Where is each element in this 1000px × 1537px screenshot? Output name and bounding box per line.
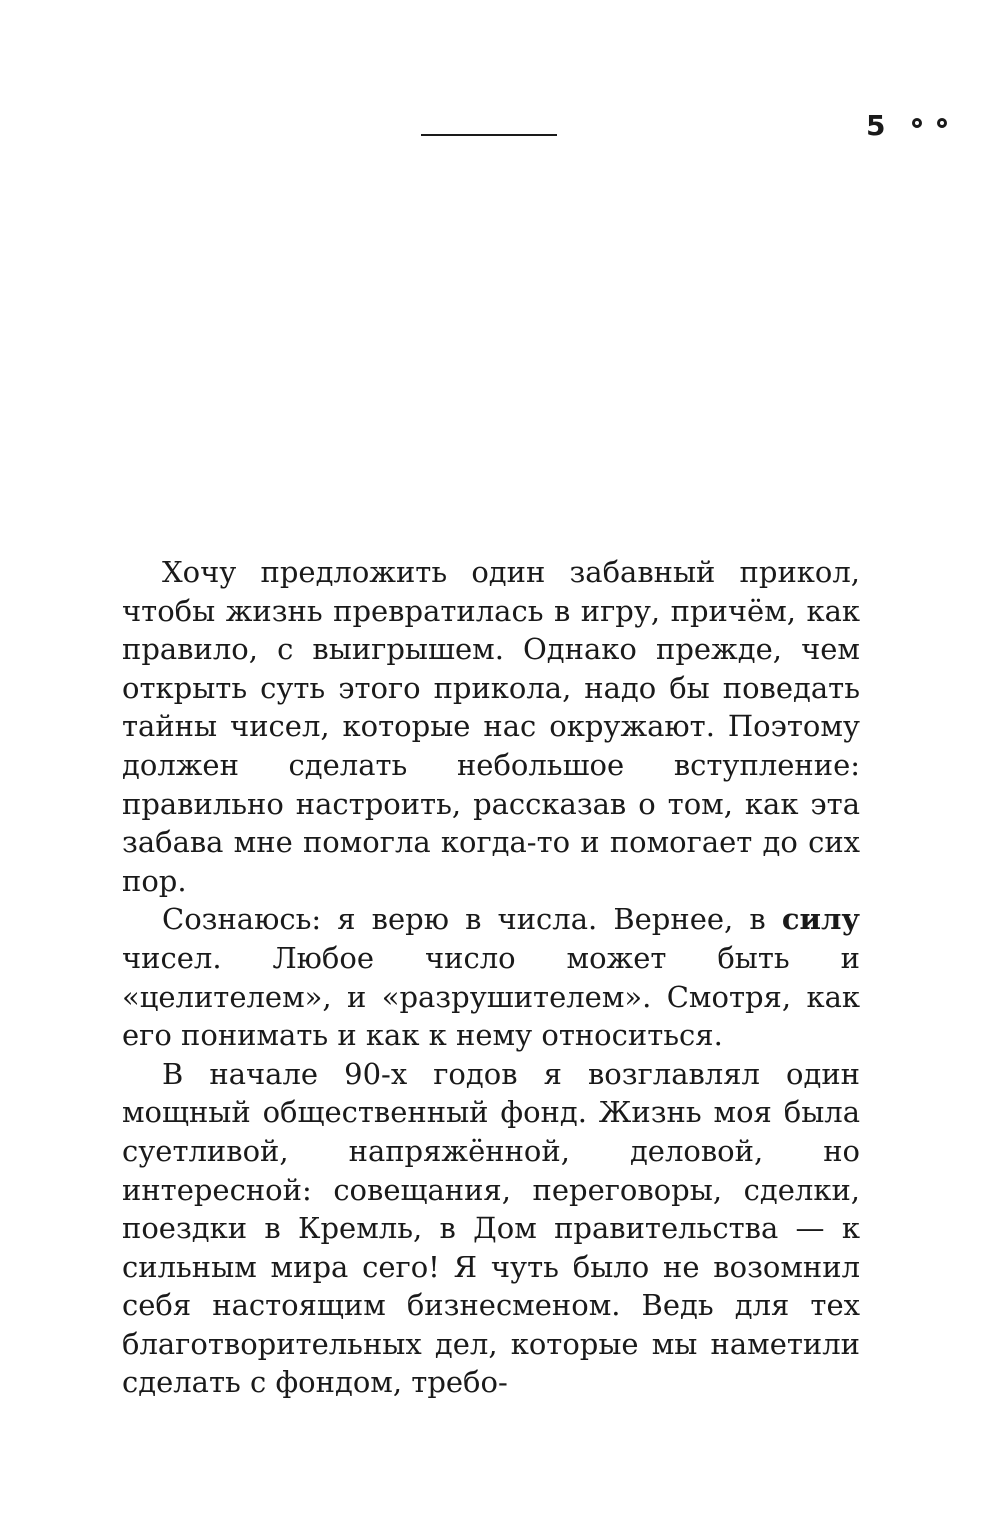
circle-icon xyxy=(937,118,947,128)
double-circle-ornament-icon xyxy=(912,118,947,128)
circle-icon xyxy=(912,118,922,128)
paragraph-2-end: чисел. Любое число может быть и «целителем», и «разрушителем». Смотря, как его понимать и как к нему относиться. xyxy=(122,940,860,1053)
paragraph-2 xyxy=(122,900,860,1054)
page-number: 5 xyxy=(866,109,886,142)
header-rule xyxy=(421,134,557,136)
emphasis-word: силу xyxy=(781,902,860,937)
paragraph-2-start: Сознаюсь: я верю в числа. Вернее, в xyxy=(162,902,782,937)
paragraph-1: Хочу предложить один забавный прикол, чтобы жизнь превратилась в игру, причём, как правило, с выигрышем. Однако прежде, чем открыть суть этого прикола, надо бы поведать тайны чисел, которые нас окружают. Поэтому должен сделать небольшое вступление: правильно настроить, рассказав о том, как эта забава мне помогла когда-то и помогает до сих пор. xyxy=(122,555,860,898)
body-text xyxy=(122,553,860,1402)
paragraph-3: В начале 90-х годов я возглавлял один мощный общественный фонд. Жизнь моя была суетливой, напряжённой, деловой, но интересной: совещания, переговоры, сделки, поездки в Кремль, в Дом правительства — к сильным мира сего! Я чуть было не возомнил себя настоящим бизнесменом. Ведь для тех благотворительных дел, которые мы наметили сделать с фондом, требо- xyxy=(122,1056,860,1400)
